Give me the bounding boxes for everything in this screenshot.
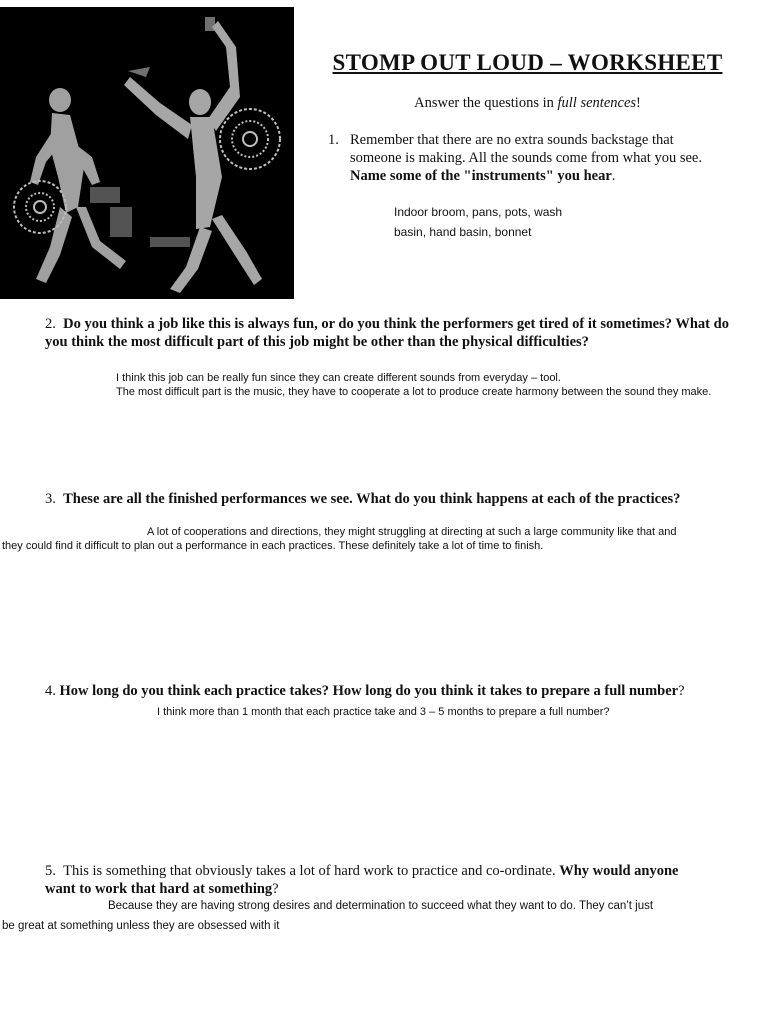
question-number: 4. bbox=[45, 683, 56, 699]
question-2 bbox=[45, 315, 745, 351]
question-punctuation: ? bbox=[678, 683, 685, 699]
answer-3-line-2: they could find it difficult to plan out a performance in each practices. These definitely take a lot of time to finish. bbox=[2, 540, 544, 552]
question-number: 5. bbox=[45, 863, 56, 879]
question-4 bbox=[45, 682, 760, 700]
question-bold-text: Name some of the "instruments" you hear bbox=[350, 168, 612, 184]
question-number: 3. bbox=[45, 491, 56, 507]
stomp-performers-illustration bbox=[0, 7, 294, 299]
instructions bbox=[300, 95, 755, 112]
question-1 bbox=[328, 131, 728, 185]
question-number: 1. bbox=[328, 132, 339, 148]
answer-3-line-1: A lot of cooperations and directions, they might struggling at directing at such a large community like that and bbox=[147, 526, 677, 538]
answer-line: I think this job can be really fun since they can create different sounds from everyday – tool. bbox=[116, 372, 561, 384]
answer-5-line-1: Because they are having strong desires and determination to succeed what they want to do. They can’t just bbox=[108, 900, 654, 912]
answer-line: Indoor broom, pans, pots, wash bbox=[394, 205, 563, 219]
answer-5-line-2: be great at something unless they are obsessed with it bbox=[2, 920, 280, 932]
question-bold-text: How long do you think each practice takes? How long do you think it takes to prepare a full number bbox=[59, 683, 679, 699]
question-5 bbox=[45, 862, 695, 898]
question-text: Remember that there are no extra sounds backstage that someone is making. All the sounds come from what you see. bbox=[350, 132, 702, 166]
performers-photo bbox=[0, 7, 294, 299]
instructions-prefix: Answer the questions in bbox=[414, 95, 558, 111]
worksheet-title: STOMP OUT LOUD – WORKSHEET bbox=[332, 50, 723, 75]
question-text: This is something that obviously takes a lot of hard work to practice and co-ordinate. bbox=[63, 863, 560, 879]
answer-line: The most difficult part is the music, they have to cooperate a lot to produce create harmony between the sound they make. bbox=[116, 385, 712, 398]
instructions-suffix: ! bbox=[636, 95, 641, 111]
question-bold-text: These are all the finished performances we see. What do you think happens at each of the practices? bbox=[63, 491, 681, 507]
answer-1 bbox=[394, 202, 694, 242]
answer-2 bbox=[116, 372, 721, 399]
instructions-emphasis: full sentences bbox=[557, 95, 637, 111]
answer-4: I think more than 1 month that each practice take and 3 – 5 months to prepare a full number? bbox=[157, 706, 610, 718]
question-punctuation: ? bbox=[272, 881, 279, 897]
question-bold-text: Why would anyone want to work that hard at something bbox=[45, 863, 679, 897]
answer-line: basin, hand basin, bonnet bbox=[394, 225, 532, 239]
question-bold-text: Do you think a job like this is always fun, or do you think the performers get tired of it sometimes? What do you think the most difficult part of this job might be other than the physical difficulties? bbox=[45, 316, 729, 350]
question-punctuation: . bbox=[611, 168, 616, 184]
question-3 bbox=[45, 490, 755, 508]
question-number: 2. bbox=[45, 316, 56, 332]
